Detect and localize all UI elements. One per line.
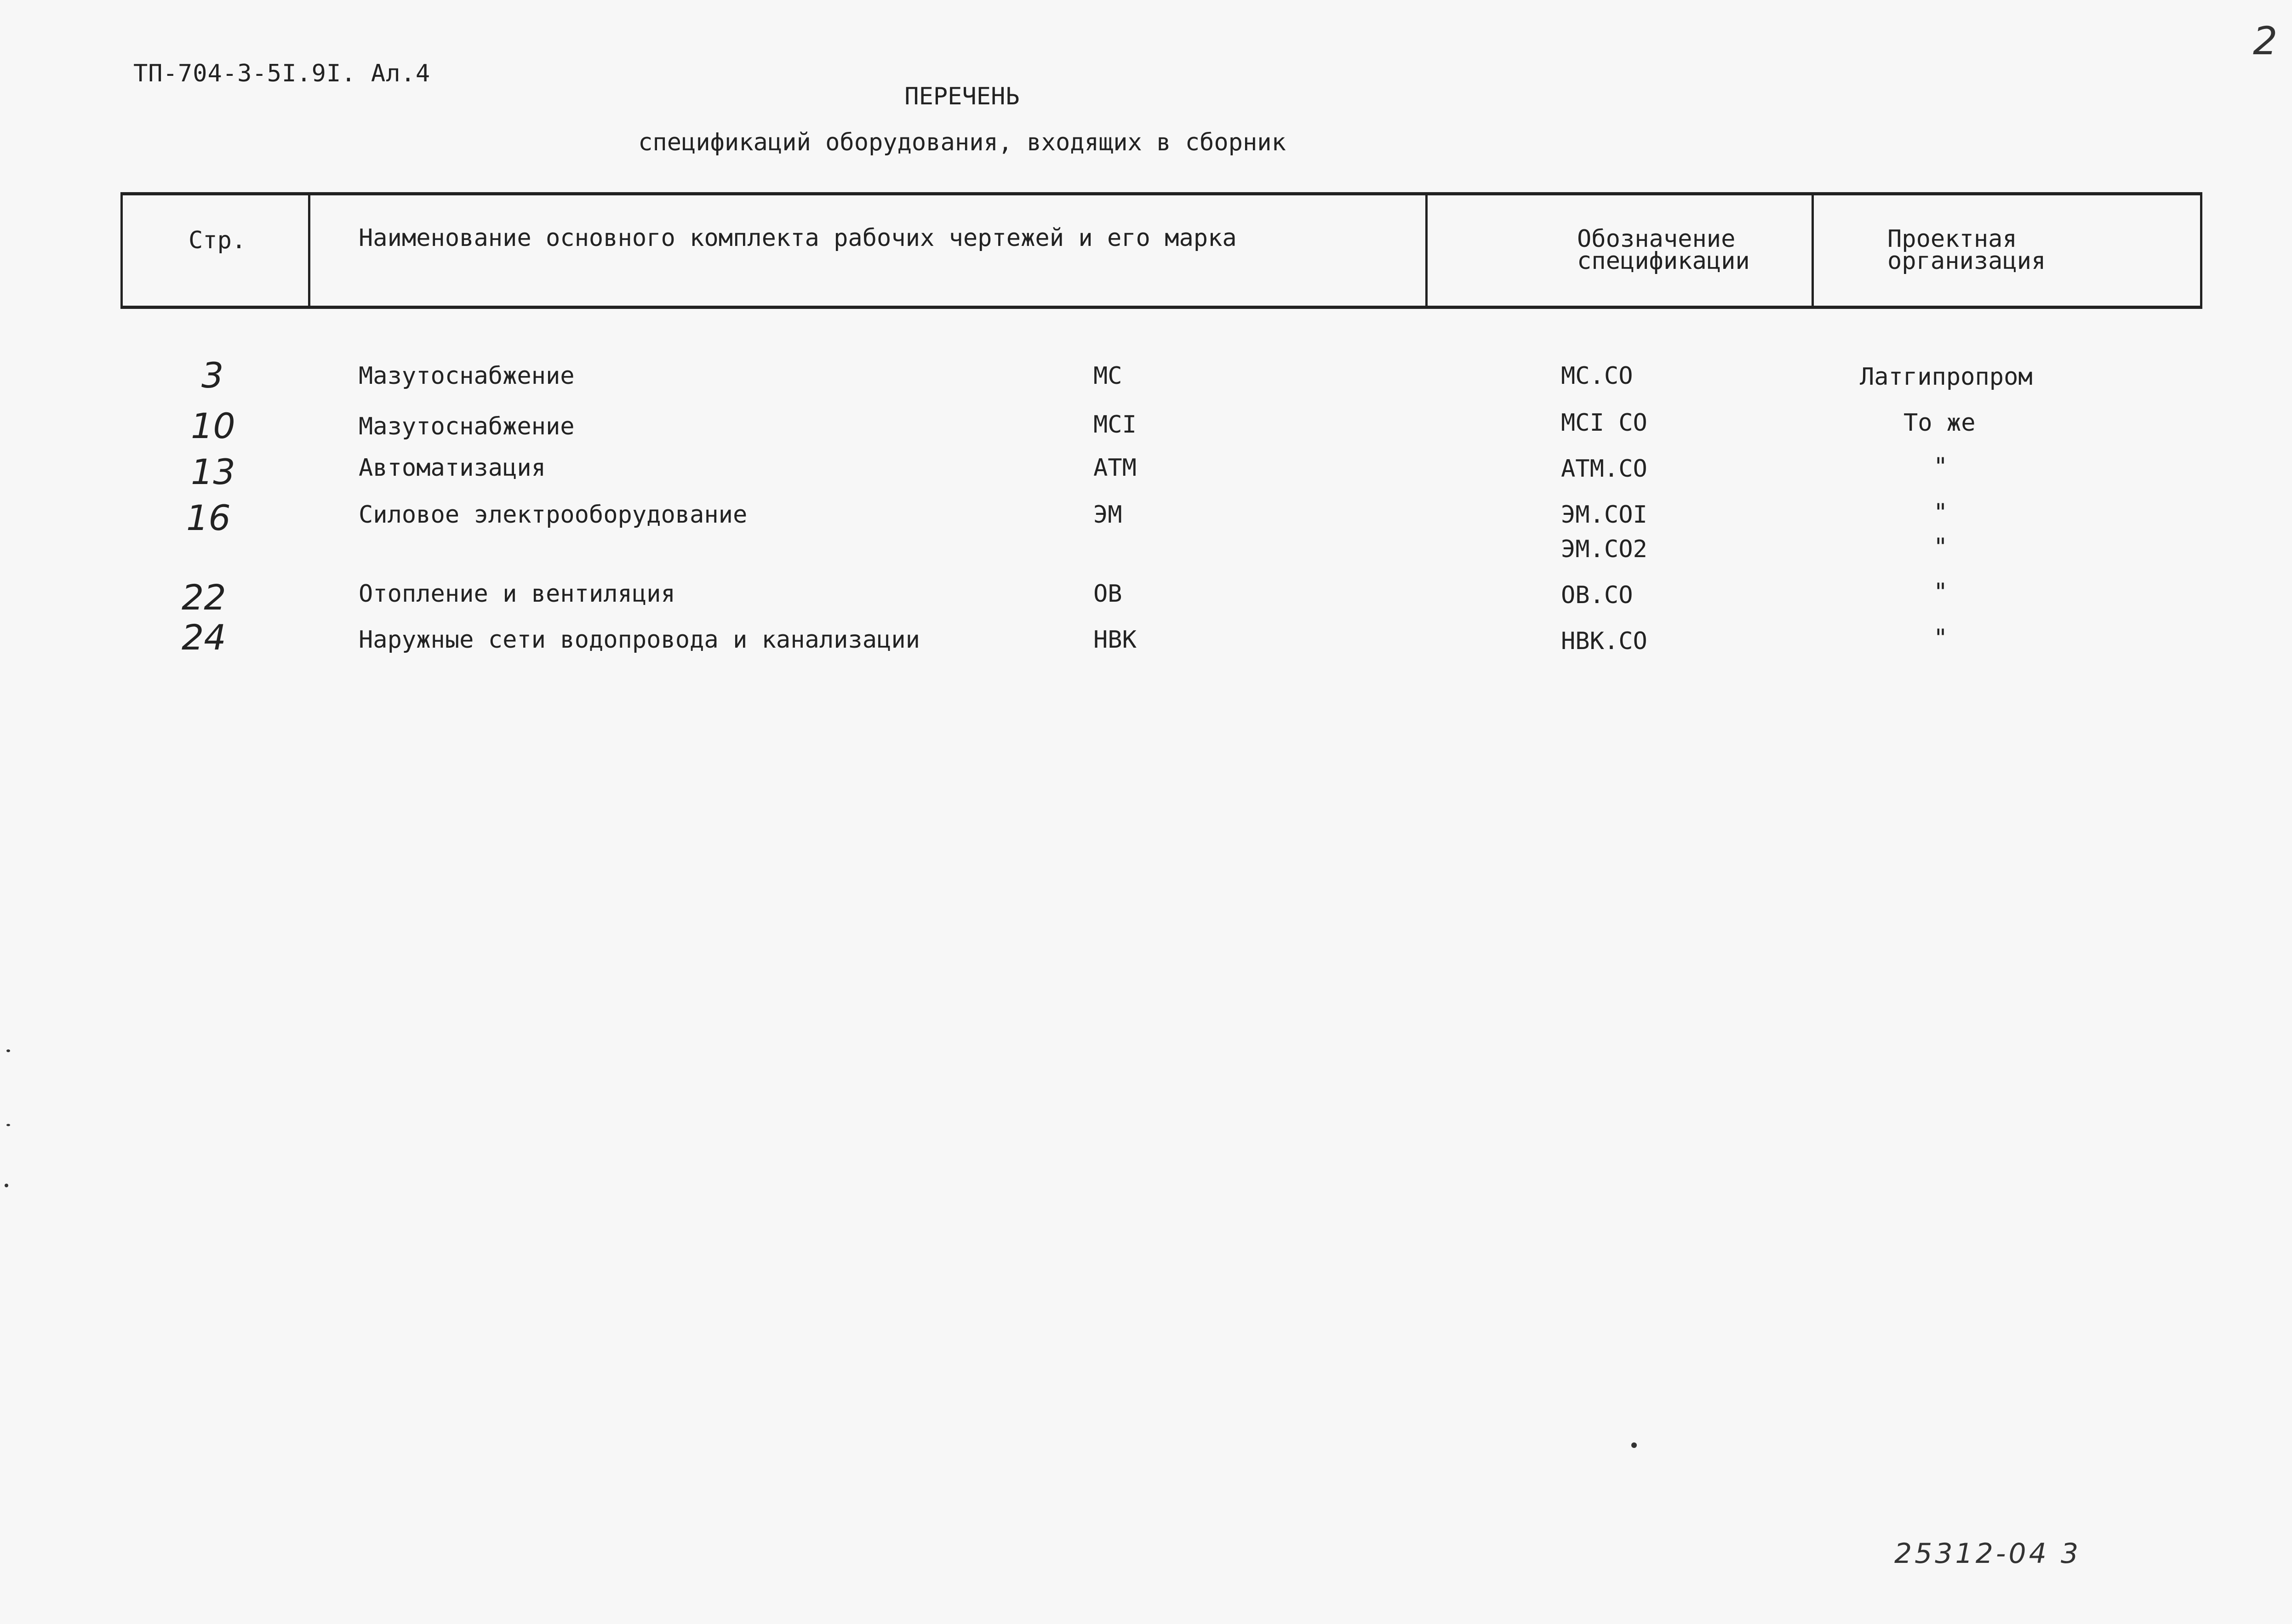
header-organization-line1: Проектная	[1887, 225, 2017, 253]
row-org: "	[1933, 533, 1948, 561]
row-page-number: 16	[186, 497, 231, 538]
row-spec: ОВ.СО	[1561, 581, 1633, 609]
row-mark: НВК	[1093, 626, 1137, 654]
scan-speck	[1631, 1442, 1637, 1448]
row-name: Отопление и вентиляция	[359, 580, 675, 608]
sheet-number: 2	[2253, 18, 2278, 63]
column-divider	[1812, 192, 1814, 309]
row-mark: МС	[1093, 362, 1122, 390]
row-page-number: 3	[201, 355, 224, 396]
row-mark: ЭМ	[1093, 501, 1122, 529]
header-page: Стр.	[189, 227, 246, 254]
row-mark: МСI	[1093, 411, 1137, 439]
row-spec: ЭМ.СОI	[1561, 501, 1647, 529]
row-org: "	[1933, 499, 1948, 526]
row-org: "	[1933, 453, 1948, 480]
row-org: "	[1933, 624, 1948, 652]
row-page-number: 24	[182, 617, 226, 658]
row-mark: АТМ	[1093, 454, 1137, 482]
row-page-number: 22	[182, 577, 226, 618]
column-divider	[308, 192, 310, 309]
row-spec: МСI СО	[1561, 409, 1647, 437]
header-organization-line2: организация	[1887, 247, 2046, 275]
row-spec: МС.СО	[1561, 362, 1633, 390]
scan-speck	[6, 1049, 10, 1052]
document-code: ТП-704-3-5I.9I. Ал.4	[133, 60, 431, 87]
row-page-number: 10	[191, 405, 235, 446]
row-spec: ЭМ.СО2	[1561, 536, 1647, 563]
row-org: То же	[1903, 409, 1976, 437]
document-title: ПЕРЕЧЕНЬ	[904, 83, 1020, 110]
row-name: Наружные сети водопровода и канализации	[359, 626, 920, 654]
scan-speck	[6, 1124, 10, 1126]
row-org: "	[1933, 578, 1948, 606]
header-name: Наименование основного комплекта рабочих чертежей и его марка	[359, 224, 1237, 252]
row-spec: АТМ.СО	[1561, 455, 1647, 483]
row-name: Мазутоснабжение	[359, 362, 575, 390]
row-name: Автоматизация	[359, 454, 546, 482]
header-designation-line1: Обозначение	[1577, 225, 1736, 253]
header-designation-line2: спецификации	[1577, 247, 1750, 275]
row-page-number: 13	[191, 451, 235, 492]
row-org: Латгипропром	[1860, 363, 2033, 391]
row-name: Силовое электрооборудование	[359, 501, 748, 529]
row-spec: НВК.СО	[1561, 627, 1647, 655]
row-mark: ОВ	[1093, 580, 1122, 608]
archive-stamp: 25312-04 3	[1894, 1538, 2081, 1570]
document-subtitle: спецификаций оборудования, входящих в сборник	[638, 129, 1286, 156]
scan-speck	[5, 1184, 8, 1187]
column-divider	[1425, 192, 1428, 309]
row-name: Мазутоснабжение	[359, 413, 575, 440]
